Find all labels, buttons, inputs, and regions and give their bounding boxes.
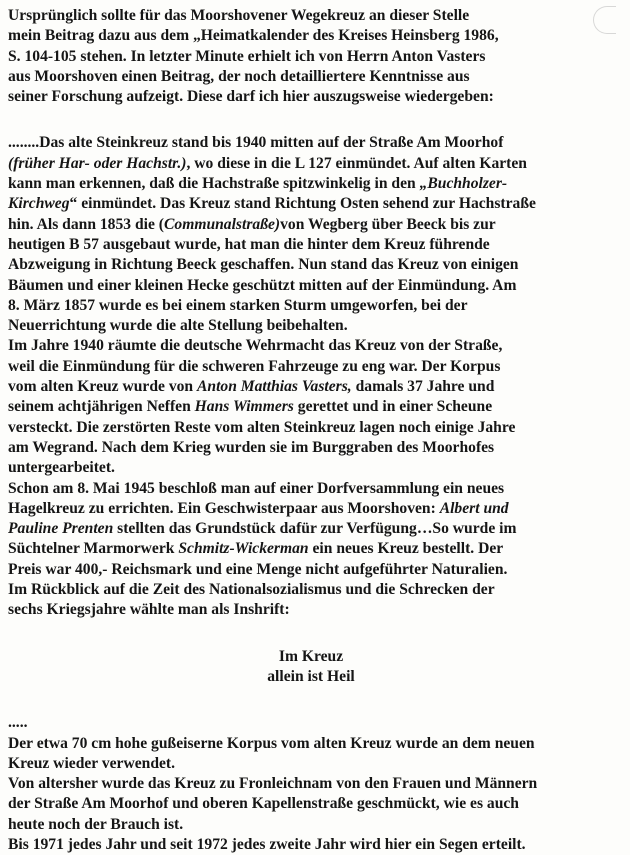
intro-line: seiner Forschung aufzeigt. Diese darf ich hier auszugsweise wiedergeben: [8, 88, 494, 106]
text-line: vom alten Kreuz wurde von Anton Matthias Vasters, damals 37 Jahre und [8, 378, 495, 396]
document-page [8, 6, 614, 855]
text-line: hin. Als dann 1853 die (Communalstraße)von Wegberg über Beeck bis zur [8, 215, 496, 233]
intro-line: aus Moorshoven einen Beitrag, der noch detailliertere Kenntnisse aus [8, 67, 470, 85]
inscription-line: allein ist Heil [267, 667, 355, 685]
closing-paragraph [8, 713, 614, 855]
text-line: ........Das alte Steinkreuz stand bis 1940 mitten auf der Straße Am Moorhof [8, 134, 504, 152]
text-line: Bis 1971 jedes Jahr und seit 1972 jedes zweite Jahr wird hier ein Segen erteilt. [8, 835, 526, 853]
corner-stamp-mark [593, 6, 616, 34]
text-line: 8. März 1857 wurde es bei einem starken Sturm umgeworfen, bei der [8, 296, 468, 314]
text-line: Neuerrichtung wurde die alte Stellung beibehalten. [8, 317, 348, 335]
text-line: der Straße Am Moorhof und oberen Kapellenstraße geschmückt, wie es auch [8, 795, 519, 813]
history-paragraph-2 [8, 336, 614, 478]
text-line: Von altersher wurde das Kreuz zu Fronleichnam von den Frauen und Männern [8, 775, 538, 793]
text-line: Abzweigung in Richtung Beeck geschaffen. Nun stand das Kreuz von einigen [8, 256, 519, 274]
text-line: Süchtelner Marmorwerk Schmitz-Wickerman ein neues Kreuz bestellt. Der [8, 540, 504, 558]
text-line: heutigen B 57 ausgebaut wurde, hat man die hinter dem Kreuz führende [8, 235, 490, 253]
text-line: Bäumen und einer kleinen Hecke geschützt mitten auf der Einmündung. Am [8, 276, 517, 294]
history-paragraph-1 [8, 133, 614, 336]
text-line: Kirchweg“ einmündet. Das Kreuz stand Richtung Osten sehend zur Hachstraße [8, 195, 536, 213]
text-line: sechs Kriegsjahre wählte man als Inshrift: [8, 601, 290, 619]
text-line: Schon am 8. Mai 1945 beschloß man auf einer Dorfversammlung ein neues [8, 479, 505, 497]
text-line: Preis war 400,- Reichsmark und eine Menge nicht aufgeführter Naturalien. [8, 560, 508, 578]
inscription-line: Im Kreuz [278, 647, 344, 665]
text-line: Im Jahre 1940 räumte die deutsche Wehrmacht das Kreuz von der Straße, [8, 337, 503, 355]
text-line: seinem achtjährigen Neffen Hans Wimmers gerettet und in einer Scheune [8, 398, 493, 416]
text-line: am Wegrand. Nach dem Krieg wurden sie im Burggraben des Moorhofes [8, 438, 495, 456]
inscription-block [8, 647, 614, 688]
text-line: (früher Har- oder Hachstr.), wo diese in die L 127 einmündet. Auf alten Karten [8, 154, 527, 172]
text-line: Pauline Prenten stellten das Grundstück dafür zur Verfügung…So wurde im [8, 520, 517, 538]
text-line: weil die Einmündung für die schweren Fahrzeuge zu eng war. Der Korpus [8, 357, 501, 375]
text-line: Im Rückblick auf die Zeit des Nationalsozialismus und die Schrecken der [8, 581, 495, 599]
text-line: Kreuz wieder verwendet. [8, 754, 176, 772]
intro-paragraph [8, 6, 614, 107]
ellipsis-marker: ..... [8, 714, 28, 732]
intro-line: mein Beitrag dazu aus dem „Heimatkalender des Kreises Heinsberg 1986, [8, 27, 499, 45]
history-paragraph-3 [8, 479, 614, 621]
text-line: untergearbeitet. [8, 459, 115, 477]
text-line: kann man erkennen, daß die Hachstraße spitzwinkelig in den „Buchholzer- [8, 175, 508, 193]
text-line: versteckt. Die zerstörten Reste vom alten Steinkreuz lagen noch einige Jahre [8, 418, 516, 436]
intro-line: S. 104-105 stehen. In letzter Minute erhielt ich von Herrn Anton Vasters [8, 47, 486, 65]
text-line: Der etwa 70 cm hohe gußeiserne Korpus vom alten Kreuz wurde an dem neuen [8, 734, 535, 752]
text-line: Hagelkreuz zu errichten. Ein Geschwisterpaar aus Moorshoven: Albert und [8, 499, 509, 517]
intro-line: Ursprünglich sollte für das Moorshovener Wegekreuz an dieser Stelle [8, 7, 470, 24]
text-line: heute noch der Brauch ist. [8, 815, 184, 833]
